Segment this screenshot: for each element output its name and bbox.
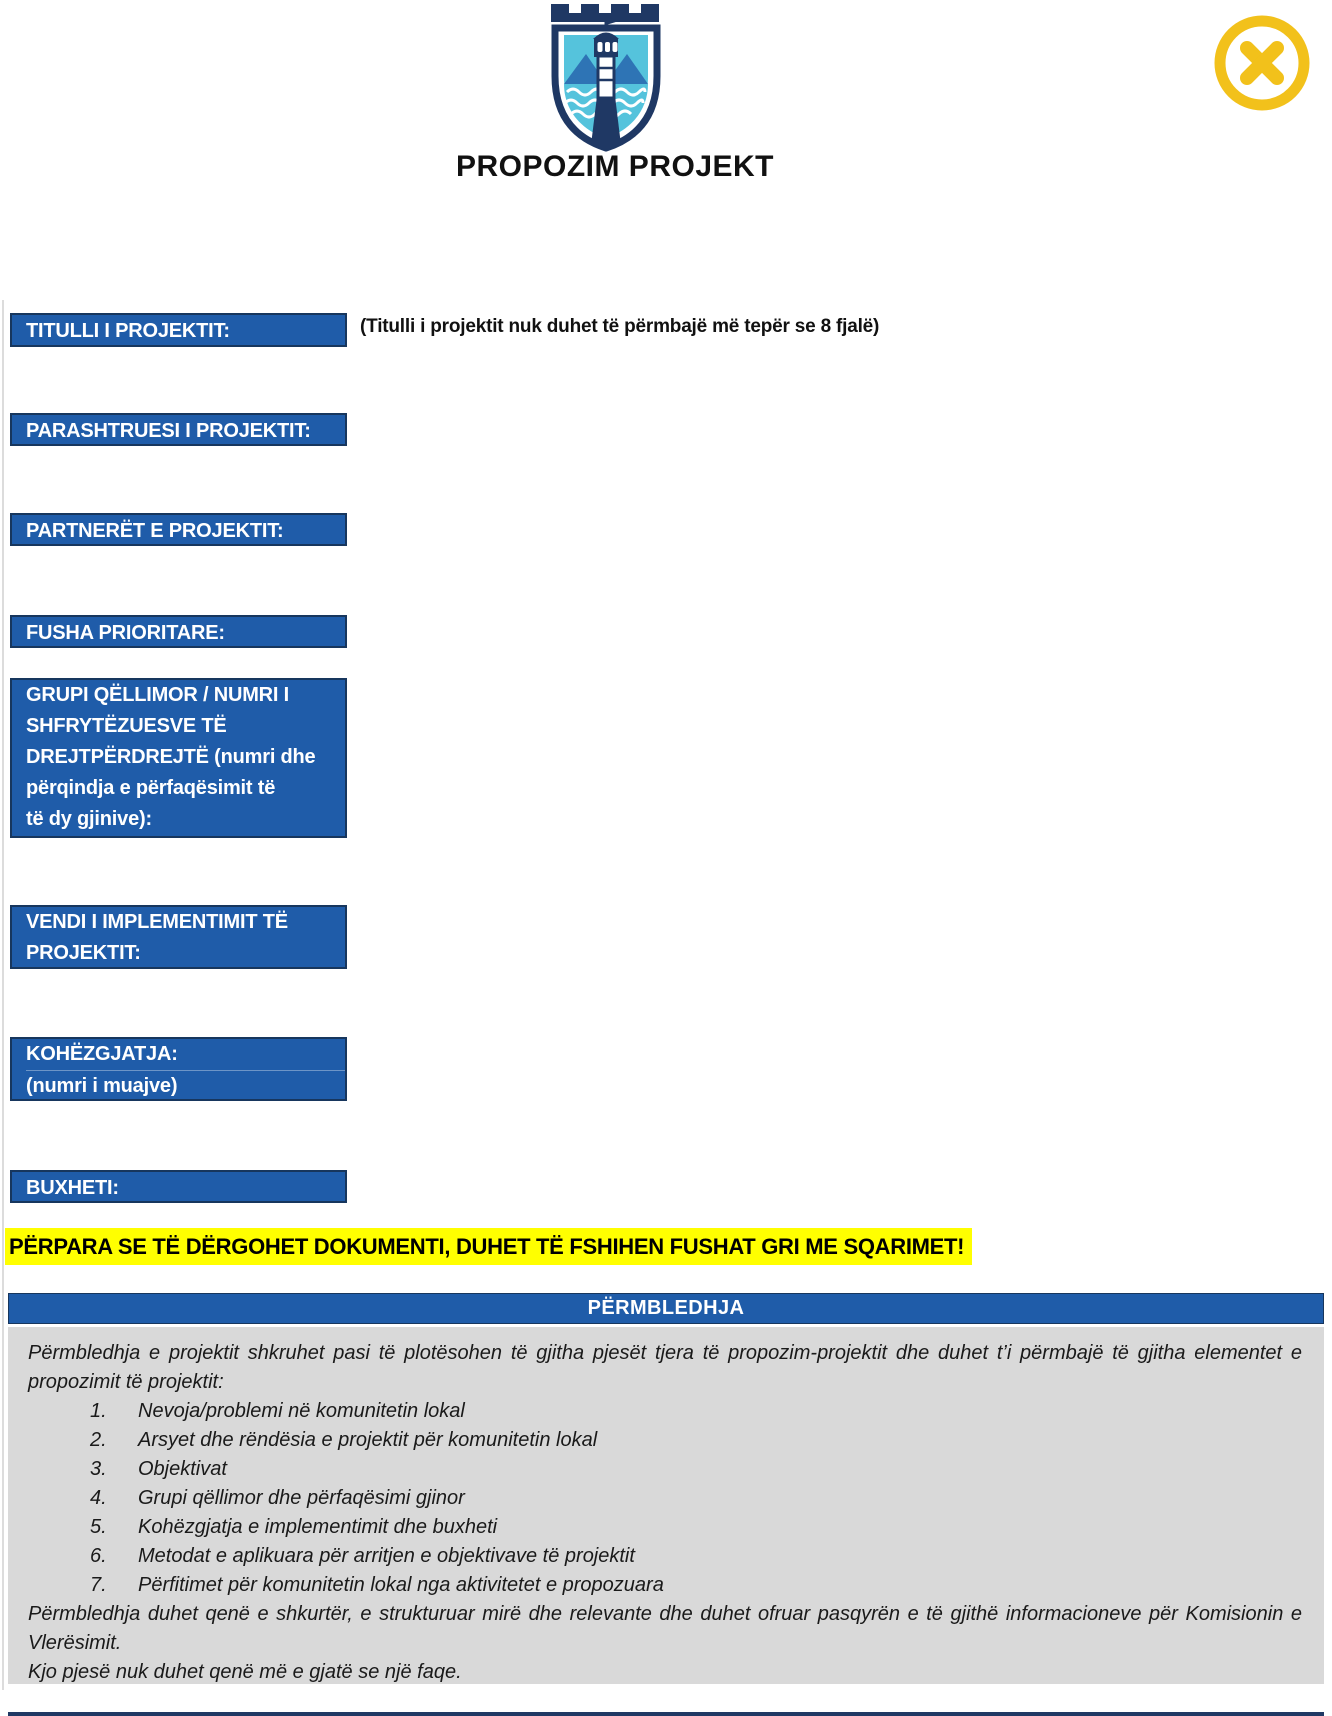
field-label-line: GRUPI QËLLIMOR / NUMRI I bbox=[26, 684, 289, 706]
list-item-number: 6. bbox=[90, 1545, 107, 1567]
list-item-text: Objektivat bbox=[138, 1458, 227, 1480]
list-item-number: 2. bbox=[90, 1429, 107, 1451]
field-label-text: TITULLI I PROJEKTIT: bbox=[26, 320, 230, 342]
summary-note: Kjo pjesë nuk duhet qenë më e gjatë se një faqe. bbox=[28, 1661, 462, 1683]
list-item-number: 4. bbox=[90, 1487, 107, 1509]
field-label-line: PROJEKTIT: bbox=[26, 942, 141, 964]
list-item-number: 1. bbox=[90, 1400, 107, 1422]
warning-highlight: PËRPARA SE TË DËRGOHET DOKUMENTI, DUHET TË FSHIHEN FUSHAT GRI ME SQARIMET! bbox=[5, 1228, 972, 1265]
field-label-parashtruesi bbox=[10, 413, 347, 446]
field-label-grupi bbox=[10, 678, 347, 838]
summary-box bbox=[8, 1327, 1324, 1684]
list-item bbox=[28, 1426, 1302, 1455]
page-title: PROPOZIM PROJEKT bbox=[455, 150, 775, 183]
summary-header: PËRMBLEDHJA bbox=[8, 1293, 1324, 1324]
close-icon bbox=[1211, 12, 1313, 114]
field-label-text: FUSHA PRIORITARE: bbox=[26, 622, 225, 644]
field-label-text: BUXHETI: bbox=[26, 1177, 119, 1199]
list-item bbox=[28, 1513, 1302, 1542]
list-item bbox=[28, 1455, 1302, 1484]
field-label-partneret bbox=[10, 513, 347, 546]
summary-outro: Përmbledhja duhet qenë e shkurtër, e strukturuar mirë dhe relevante dhe duhet ofruar pasqyrën e të gjithë informacioneve për Komisionin e Vlerësimit. bbox=[28, 1603, 1302, 1654]
field-label-titulli bbox=[10, 313, 347, 347]
field-label-text: PARTNERËT E PROJEKTIT: bbox=[26, 520, 284, 542]
summary-list bbox=[28, 1397, 1302, 1600]
field-label-line: të dy gjinive): bbox=[26, 808, 152, 830]
list-item-number: 5. bbox=[90, 1516, 107, 1538]
list-item bbox=[28, 1571, 1302, 1600]
titulli-note: (Titulli i projektit nuk duhet të përmbajë më tepër se 8 fjalë) bbox=[360, 316, 880, 337]
list-item-text: Përfitimet për komunitetin lokal nga aktivitetet e propozuara bbox=[138, 1574, 664, 1596]
list-item-text: Arsyet dhe rëndësia e projektit për komunitetin lokal bbox=[138, 1429, 598, 1451]
field-label-line: (numri i muajve) bbox=[26, 1070, 345, 1102]
field-label-line: SHFRYTËZUESVE TË bbox=[26, 715, 227, 737]
list-item-text: Metodat e aplikuara për arritjen e objektivave të projektit bbox=[138, 1545, 635, 1567]
field-label-buxheti bbox=[10, 1170, 347, 1203]
list-item-text: Grupi qëllimor dhe përfaqësimi gjinor bbox=[138, 1487, 465, 1509]
list-item bbox=[28, 1542, 1302, 1571]
next-section-bar bbox=[8, 1712, 1324, 1716]
list-item bbox=[28, 1484, 1302, 1513]
field-label-line: VENDI I IMPLEMENTIMIT TË bbox=[26, 911, 288, 933]
list-item-text: Kohëzgjatja e implementimit dhe buxheti bbox=[138, 1516, 498, 1538]
close-button[interactable] bbox=[1211, 12, 1313, 114]
field-label-line: KOHËZGJATJA: bbox=[26, 1043, 178, 1065]
summary-intro: Përmbledhja e projektit shkruhet pasi të plotësohen të gjitha pjesët tjera të propozim-projektit dhe duhet t’i përmbajë të gjitha elementet e propozimit të projektit: bbox=[28, 1342, 1302, 1393]
page-edge-line bbox=[2, 300, 4, 1690]
field-label-line: DREJTPËRDREJTË (numri dhe bbox=[26, 746, 316, 768]
field-label-kohezgjatja bbox=[10, 1037, 347, 1101]
list-item-text: Nevoja/problemi në komunitetin lokal bbox=[138, 1400, 465, 1422]
field-label-text: PARASHTRUESI I PROJEKTIT: bbox=[26, 420, 311, 442]
list-item-number: 7. bbox=[90, 1574, 107, 1596]
list-item-number: 3. bbox=[90, 1458, 107, 1480]
field-label-fusha bbox=[10, 615, 347, 648]
field-label-line: përqindja e përfaqësimit të bbox=[26, 777, 276, 799]
field-label-vendi bbox=[10, 905, 347, 969]
list-item bbox=[28, 1397, 1302, 1426]
logo-coat-of-arms bbox=[541, 4, 671, 152]
lighthouse-crest-icon bbox=[541, 4, 671, 152]
